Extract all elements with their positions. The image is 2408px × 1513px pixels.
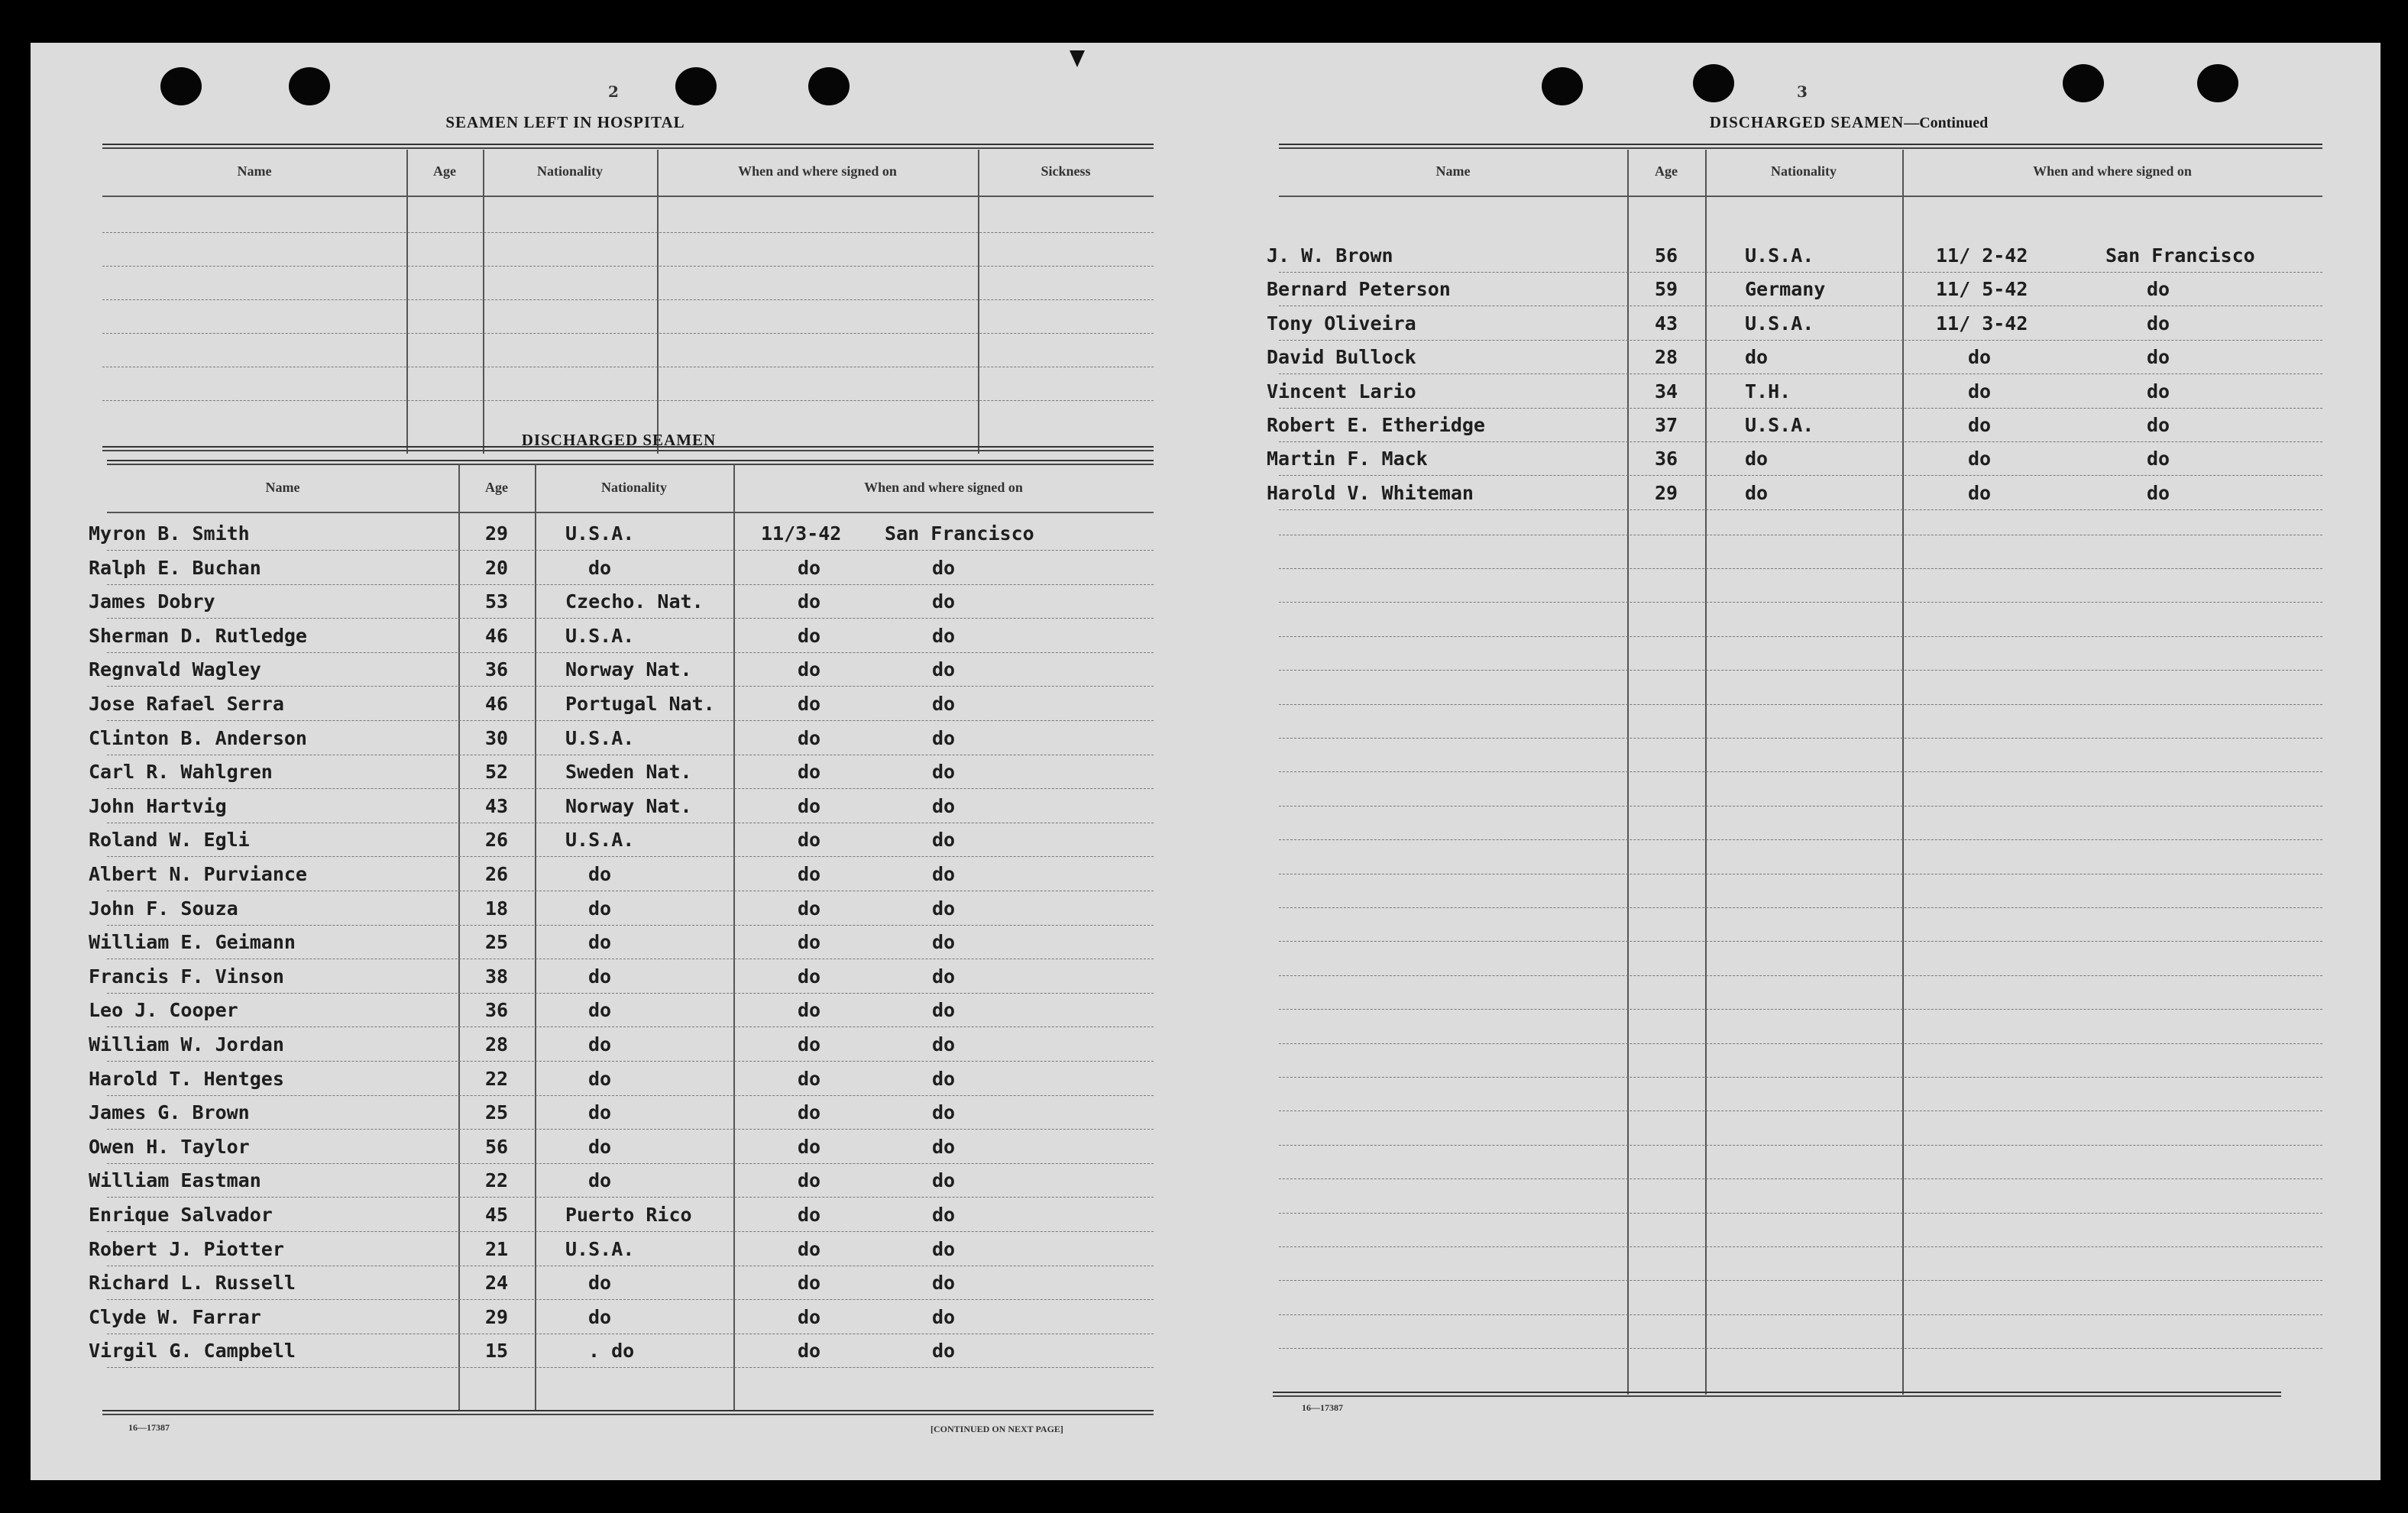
signed-on-place: do — [932, 1101, 956, 1123]
seaman-nationality: Sweden Nat. — [565, 761, 692, 783]
signed-on-place: do — [932, 761, 956, 783]
seaman-nationality: do — [588, 1306, 612, 1328]
hospital-header-sickness: Sickness — [1041, 163, 1091, 179]
right-header-name: Name — [1435, 163, 1471, 179]
seaman-nationality: U.S.A. — [565, 829, 635, 851]
seaman-nationality: Norway Nat. — [565, 795, 692, 817]
signed-on-place: do — [932, 1033, 956, 1056]
signed-on-place: do — [2147, 448, 2170, 470]
seaman-name: Ralph E. Buchan — [89, 557, 261, 579]
signed-on-date: 11/3-42 — [761, 522, 842, 545]
signed-on-place: do — [932, 1340, 956, 1362]
seaman-name: James G. Brown — [89, 1101, 250, 1123]
signed-on-date: 11/ 5-42 — [1936, 278, 2028, 300]
punch-hole-icon — [1542, 67, 1583, 105]
signed-on-place: do — [932, 999, 956, 1021]
seaman-age: 26 — [484, 829, 509, 851]
seaman-age: 36 — [484, 658, 509, 681]
seaman-name: Tony Oliveira — [1267, 312, 1416, 335]
punch-hole-icon — [2063, 64, 2104, 102]
seaman-nationality: do — [588, 1272, 612, 1294]
ink-mark-icon — [1070, 50, 1085, 67]
seaman-name: Robert E. Etheridge — [1267, 414, 1485, 436]
signed-on-date: do — [798, 863, 821, 885]
seaman-age: 22 — [484, 1169, 509, 1191]
hospital-header-name: Name — [237, 163, 272, 179]
seaman-nationality: . do — [588, 1340, 635, 1362]
form-number-left: 16—17387 — [128, 1422, 170, 1433]
seaman-name: Vincent Lario — [1267, 380, 1416, 402]
signed-on-date: 11/ 2-42 — [1936, 244, 2028, 267]
signed-on-place: do — [2147, 380, 2170, 402]
seaman-nationality: U.S.A. — [1745, 414, 1814, 436]
signed-on-date: do — [798, 1238, 821, 1260]
seaman-name: William E. Geimann — [89, 931, 296, 953]
seaman-nationality: do — [588, 863, 612, 885]
signed-on-date: do — [1968, 380, 1992, 402]
discharged-header-name: Name — [265, 480, 300, 495]
seaman-age: 36 — [1654, 448, 1678, 470]
document-sheet — [31, 43, 2380, 1480]
signed-on-place: do — [932, 1204, 956, 1226]
seaman-name: J. W. Brown — [1267, 244, 1393, 267]
page-number-right: 3 — [1797, 82, 1808, 101]
seaman-age: 30 — [484, 727, 509, 749]
signed-on-date: do — [798, 1340, 821, 1362]
form-number-right: 16—17387 — [1302, 1402, 1343, 1413]
signed-on-place: do — [932, 1306, 956, 1328]
signed-on-date: do — [798, 761, 821, 783]
continued-note: [CONTINUED ON NEXT PAGE] — [931, 1424, 1063, 1434]
seaman-nationality: U.S.A. — [565, 625, 635, 647]
signed-on-date: do — [798, 1306, 821, 1328]
signed-on-place: do — [932, 557, 956, 579]
signed-on-place: do — [2147, 346, 2170, 368]
signed-on-date: do — [798, 1204, 821, 1226]
signed-on-date: do — [1968, 482, 1992, 504]
discharged-continued-main: DISCHARGED SEAMEN — [1709, 113, 1905, 131]
seaman-age: 28 — [1654, 346, 1678, 368]
seaman-nationality: U.S.A. — [1745, 244, 1814, 267]
seaman-nationality: do — [588, 557, 612, 579]
signed-on-place: do — [932, 795, 956, 817]
seaman-nationality: Germany — [1745, 278, 1826, 300]
seaman-name: James Dobry — [89, 590, 215, 613]
signed-on-date: do — [798, 1272, 821, 1294]
seaman-age: 53 — [484, 590, 509, 613]
signed-on-place: do — [2147, 278, 2170, 300]
signed-on-date: do — [798, 897, 821, 920]
hospital-section-title: SEAMEN LEFT IN HOSPITAL — [445, 113, 685, 131]
discharged-header-nationality: Nationality — [600, 480, 667, 495]
seaman-age: 43 — [1654, 312, 1678, 335]
seaman-age: 20 — [484, 557, 509, 579]
discharged-continued-title — [1558, 113, 2139, 132]
signed-on-date: do — [1968, 346, 1992, 368]
signed-on-place: do — [932, 590, 956, 613]
punch-hole-icon — [2197, 64, 2238, 102]
seaman-age: 56 — [484, 1136, 509, 1158]
seaman-nationality: Czecho. Nat. — [565, 590, 704, 613]
seaman-name: William W. Jordan — [89, 1033, 284, 1056]
signed-on-date: do — [798, 931, 821, 953]
signed-on-date: do — [798, 1068, 821, 1090]
signed-on-place: do — [932, 693, 956, 715]
seaman-age: 43 — [484, 795, 509, 817]
signed-on-place: do — [932, 658, 956, 681]
seaman-age: 25 — [484, 931, 509, 953]
seaman-age: 34 — [1654, 380, 1678, 402]
seaman-name: Sherman D. Rutledge — [89, 625, 307, 647]
seaman-name: Enrique Salvador — [89, 1204, 273, 1226]
signed-on-place: do — [932, 897, 956, 920]
seaman-name: Regnvald Wagley — [89, 658, 261, 681]
seaman-name: Francis F. Vinson — [89, 965, 284, 988]
punch-hole-icon — [1693, 64, 1734, 102]
signed-on-date: do — [798, 795, 821, 817]
signed-on-place: do — [2147, 414, 2170, 436]
right-header-signed-on: When and where signed on — [2033, 163, 2192, 179]
discharged-header-signed-on: When and where signed on — [864, 480, 1023, 495]
signed-on-place: do — [932, 1272, 956, 1294]
signed-on-date: do — [798, 693, 821, 715]
signed-on-place: do — [2147, 312, 2170, 335]
seaman-name: Carl R. Wahlgren — [89, 761, 273, 783]
seaman-age: 46 — [484, 625, 509, 647]
seaman-nationality: do — [1745, 448, 1769, 470]
seaman-nationality: do — [588, 1136, 612, 1158]
seaman-name: Jose Rafael Serra — [89, 693, 284, 715]
seaman-age: 38 — [484, 965, 509, 988]
continued-suffix: —Continued — [1904, 115, 1989, 131]
page-number-left: 2 — [608, 82, 619, 101]
seaman-age: 24 — [484, 1272, 509, 1294]
signed-on-place: do — [2147, 482, 2170, 504]
seaman-age: 45 — [484, 1204, 509, 1226]
signed-on-date: do — [1968, 448, 1992, 470]
seaman-nationality: do — [588, 897, 612, 920]
signed-on-date: do — [1968, 414, 1992, 436]
punch-hole-icon — [289, 67, 330, 105]
seaman-nationality: U.S.A. — [565, 522, 635, 545]
signed-on-place: do — [932, 1136, 956, 1158]
seaman-nationality: Norway Nat. — [565, 658, 692, 681]
signed-on-place: do — [932, 1238, 956, 1260]
seaman-name: David Bullock — [1267, 346, 1416, 368]
seaman-name: William Eastman — [89, 1169, 261, 1191]
seaman-name: Clinton B. Anderson — [89, 727, 307, 749]
signed-on-date: do — [798, 658, 821, 681]
signed-on-place: do — [932, 1068, 956, 1090]
signed-on-date: do — [798, 557, 821, 579]
seaman-age: 22 — [484, 1068, 509, 1090]
signed-on-place: do — [932, 1169, 956, 1191]
signed-on-date: do — [798, 999, 821, 1021]
discharged-section-title: DISCHARGED SEAMEN — [521, 431, 717, 449]
seaman-age: 37 — [1654, 414, 1678, 436]
seaman-age: 56 — [1654, 244, 1678, 267]
seaman-nationality: do — [588, 965, 612, 988]
seaman-name: Owen H. Taylor — [89, 1136, 250, 1158]
signed-on-date: do — [798, 1101, 821, 1123]
seaman-age: 15 — [484, 1340, 509, 1362]
seaman-name: Bernard Peterson — [1267, 278, 1451, 300]
seaman-age: 26 — [484, 863, 509, 885]
seaman-name: Martin F. Mack — [1267, 448, 1428, 470]
signed-on-date: do — [798, 727, 821, 749]
seaman-nationality: do — [588, 1068, 612, 1090]
signed-on-date: do — [798, 1169, 821, 1191]
seaman-name: Roland W. Egli — [89, 829, 250, 851]
seaman-age: 36 — [484, 999, 509, 1021]
seaman-nationality: Portugal Nat. — [565, 693, 715, 715]
signed-on-date: do — [798, 1033, 821, 1056]
signed-on-date: do — [798, 625, 821, 647]
signed-on-place: San Francisco — [2105, 244, 2255, 267]
seaman-nationality: do — [588, 1169, 612, 1191]
seaman-age: 52 — [484, 761, 509, 783]
hospital-header-age: Age — [433, 163, 456, 179]
seaman-name: Virgil G. Campbell — [89, 1340, 296, 1362]
seaman-age: 29 — [484, 522, 509, 545]
seaman-name: John F. Souza — [89, 897, 238, 920]
seaman-age: 18 — [484, 897, 509, 920]
seaman-nationality: U.S.A. — [565, 727, 635, 749]
seaman-name: John Hartvig — [89, 795, 227, 817]
signed-on-date: do — [798, 829, 821, 851]
seaman-name: Harold V. Whiteman — [1267, 482, 1474, 504]
seaman-nationality: U.S.A. — [1745, 312, 1814, 335]
seaman-age: 29 — [1654, 482, 1678, 504]
seaman-age: 28 — [484, 1033, 509, 1056]
seaman-name: Robert J. Piotter — [89, 1238, 284, 1260]
signed-on-place: do — [932, 863, 956, 885]
signed-on-place: San Francisco — [885, 522, 1034, 545]
seaman-name: Clyde W. Farrar — [89, 1306, 261, 1328]
right-header-age: Age — [1655, 163, 1678, 179]
punch-hole-icon — [675, 67, 717, 105]
discharged-header-age: Age — [485, 480, 508, 495]
seaman-nationality: T.H. — [1745, 380, 1791, 402]
hospital-header-signed-on: When and where signed on — [738, 163, 897, 179]
signed-on-place: do — [932, 727, 956, 749]
table-top-rule — [102, 144, 1154, 149]
punch-hole-icon — [160, 67, 202, 105]
seaman-nationality: do — [1745, 482, 1769, 504]
signed-on-date: do — [798, 965, 821, 988]
seaman-nationality: do — [1745, 346, 1769, 368]
seaman-age: 25 — [484, 1101, 509, 1123]
seaman-name: Harold T. Hentges — [89, 1068, 284, 1090]
seaman-nationality: U.S.A. — [565, 1238, 635, 1260]
seaman-nationality: do — [588, 999, 612, 1021]
hospital-header-nationality: Nationality — [536, 163, 603, 179]
seaman-nationality: do — [588, 931, 612, 953]
seaman-nationality: Puerto Rico — [565, 1204, 692, 1226]
seaman-name: Albert N. Purviance — [89, 863, 307, 885]
seaman-name: Leo J. Cooper — [89, 999, 238, 1021]
signed-on-place: do — [932, 931, 956, 953]
seaman-name: Richard L. Russell — [89, 1272, 296, 1294]
seaman-age: 29 — [484, 1306, 509, 1328]
seaman-name: Myron B. Smith — [89, 522, 250, 545]
signed-on-date: do — [798, 590, 821, 613]
punch-hole-icon — [808, 67, 850, 105]
seaman-nationality: do — [588, 1033, 612, 1056]
right-header-nationality: Nationality — [1770, 163, 1837, 179]
seaman-age: 21 — [484, 1238, 509, 1260]
signed-on-place: do — [932, 965, 956, 988]
seaman-nationality: do — [588, 1101, 612, 1123]
signed-on-place: do — [932, 829, 956, 851]
signed-on-date: do — [798, 1136, 821, 1158]
signed-on-date: 11/ 3-42 — [1936, 312, 2028, 335]
seaman-age: 46 — [484, 693, 509, 715]
seaman-age: 59 — [1654, 278, 1678, 300]
signed-on-place: do — [932, 625, 956, 647]
